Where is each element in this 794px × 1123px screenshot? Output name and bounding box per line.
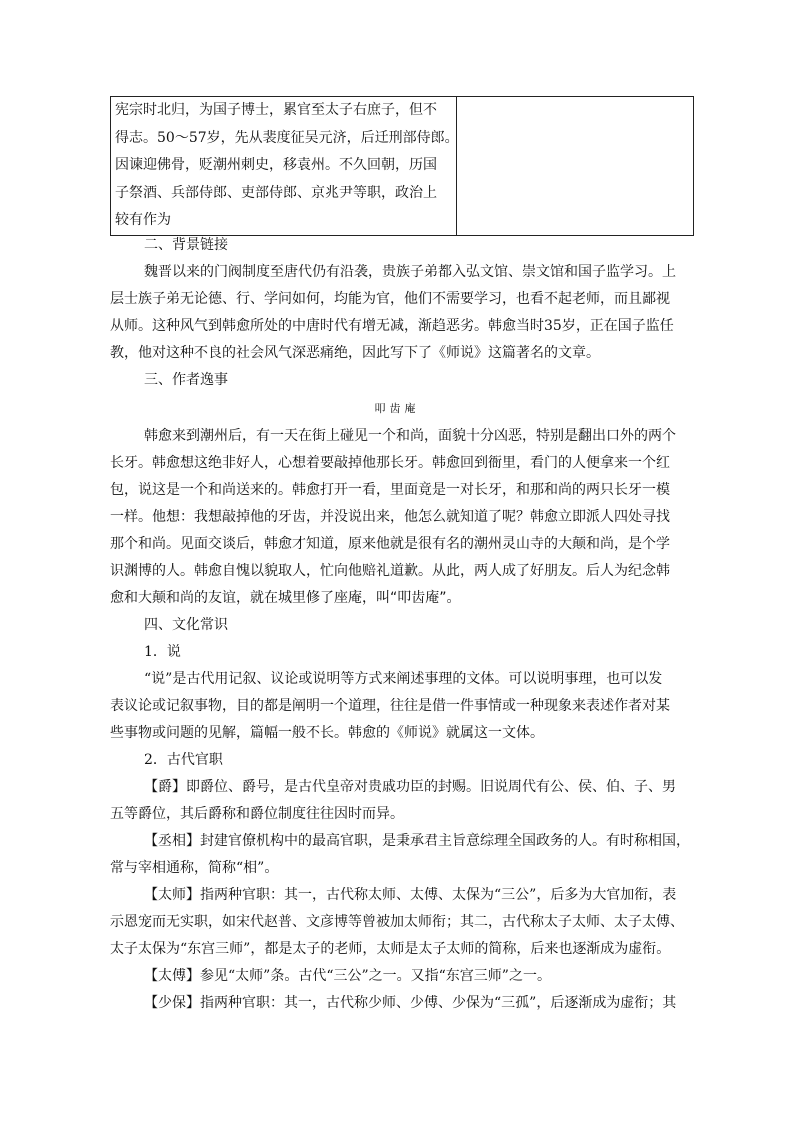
- empty-cell: [457, 97, 694, 236]
- table-row: [111, 97, 694, 236]
- paragraph-line: 五等爵位，其后爵称和爵位制度往往因时而异。: [110, 806, 404, 822]
- subsection-heading: 2．古代官职: [144, 752, 223, 768]
- paragraph-line: 【少保】指两种官职：其一，古代称少师、少傅、少保为“三孤”，后逐渐成为虚衔；其: [144, 995, 677, 1011]
- paragraph-line: 识渊博的人。韩愈自愧以貌取人，忙向他赔礼道歉。从此，两人成了好朋友。后人为纪念韩: [110, 563, 670, 579]
- paragraph-line: 些事物或问题的见解，篇幅一般不长。韩愈的《师说》就属这一文体。: [110, 725, 544, 741]
- paragraph-line: 【太傅】参见“太师”条。古代“三公”之一。又指“东宫三师”之一。: [144, 968, 551, 984]
- paragraph-line: 【太师】指两种官职：其一，古代称太师、太傅、太保为“三公”，后多为大官加衔，表: [144, 887, 677, 903]
- paragraph-line: 长牙。韩愈想这绝非好人，心想着要敲掉他那长牙。韩愈回到衙里，看门的人便拿来一个红: [110, 455, 670, 471]
- paragraph-line: 愈和大颠和尚的友谊，就在城里修了座庵，叫“叩齿庵”。: [110, 590, 461, 606]
- paragraph-line: 【丞相】封建官僚机构中的最高官职，是秉承君主旨意综理全国政务的人。有时称相国，: [144, 833, 690, 849]
- section-heading-background: 二、背景链接: [144, 237, 228, 253]
- paragraph-line: 教，他对这种不良的社会风气深恶痛绝，因此写下了《师说》这篇著名的文章。: [110, 345, 600, 361]
- paragraph-line: 层士族子弟无论德、行、学问如何，均能为官，他们不需要学习，也看不起老师，而且鄙视: [110, 291, 670, 307]
- table-line: 得志。50～57岁，先从裴度征吴元济，后迁刑部侍郎。: [115, 129, 459, 146]
- paragraph-line: 太子太保为“东宫三师”，都是太子的老师，太师是太子太师的简称，后来也逐渐成为虚衔。: [110, 941, 671, 957]
- table-line: 子祭酒、兵部侍郎、吏部侍郎、京兆尹等职，政治上: [115, 184, 437, 201]
- paragraph-line: 魏晋以来的门阀制度至唐代仍有沿袭，贵族子弟都入弘文馆、崇文馆和国子监学习。上: [144, 264, 676, 280]
- subsection-heading: 1．说: [144, 644, 181, 660]
- paragraph-line: “说”是古代用记叙、议论或说明等方式来阐述事理的文体。可以说明事理，也可以发: [144, 671, 663, 687]
- table-line: 宪宗时北归，为国子博士，累官至太子右庶子，但不: [115, 102, 437, 118]
- paragraph-line: 常与宰相通称，简称“相”。: [110, 860, 279, 876]
- biography-table: [110, 96, 694, 236]
- biography-cell: [111, 97, 457, 236]
- paragraph-line: 【爵】即爵位、爵号，是古代皇帝对贵戚功臣的封赐。旧说周代有公、侯、伯、子、男: [144, 779, 676, 795]
- paragraph-line: 包，说这是一个和尚送来的。韩愈打开一看，里面竟是一对长牙，和那和尚的两只长牙一模: [110, 482, 670, 498]
- table-line: 因谏迎佛骨，贬潮州刺史，移袁州。不久回朝，历国: [115, 157, 437, 173]
- paragraph-line: 一样。他想：我想敲掉他的牙齿，并没说出来，他怎么就知道了呢？韩愈立即派人四处寻找: [110, 509, 670, 525]
- story-title: 叩齿庵: [374, 402, 420, 415]
- paragraph-line: 那个和尚。见面交谈后，韩愈才知道，原来他就是很有名的潮州灵山寺的大颠和尚，是个学: [110, 536, 670, 552]
- paragraph-line: 表议论或记叙事物，目的都是阐明一个道理，往往是借一件事情或一种现象来表述作者对某: [110, 698, 670, 714]
- section-heading-culture: 四、文化常识: [144, 617, 228, 633]
- paragraph-line: 从师。这种风气到韩愈所处的中唐时代有增无减，渐趋恶劣。韩愈当时35岁，正在国子监任: [110, 318, 674, 334]
- paragraph-line: 韩愈来到潮州后，有一天在街上碰见一个和尚，面貌十分凶恶，特别是翻出口外的两个: [144, 428, 676, 444]
- paragraph-line: 示恩宠而无实职，如宋代赵普、文彦博等曾被加太师衔；其二，古代称太子太师、太子太傅、: [110, 914, 684, 930]
- section-heading-anecdote: 三、作者逸事: [144, 372, 228, 388]
- table-line: 较有作为: [115, 212, 171, 228]
